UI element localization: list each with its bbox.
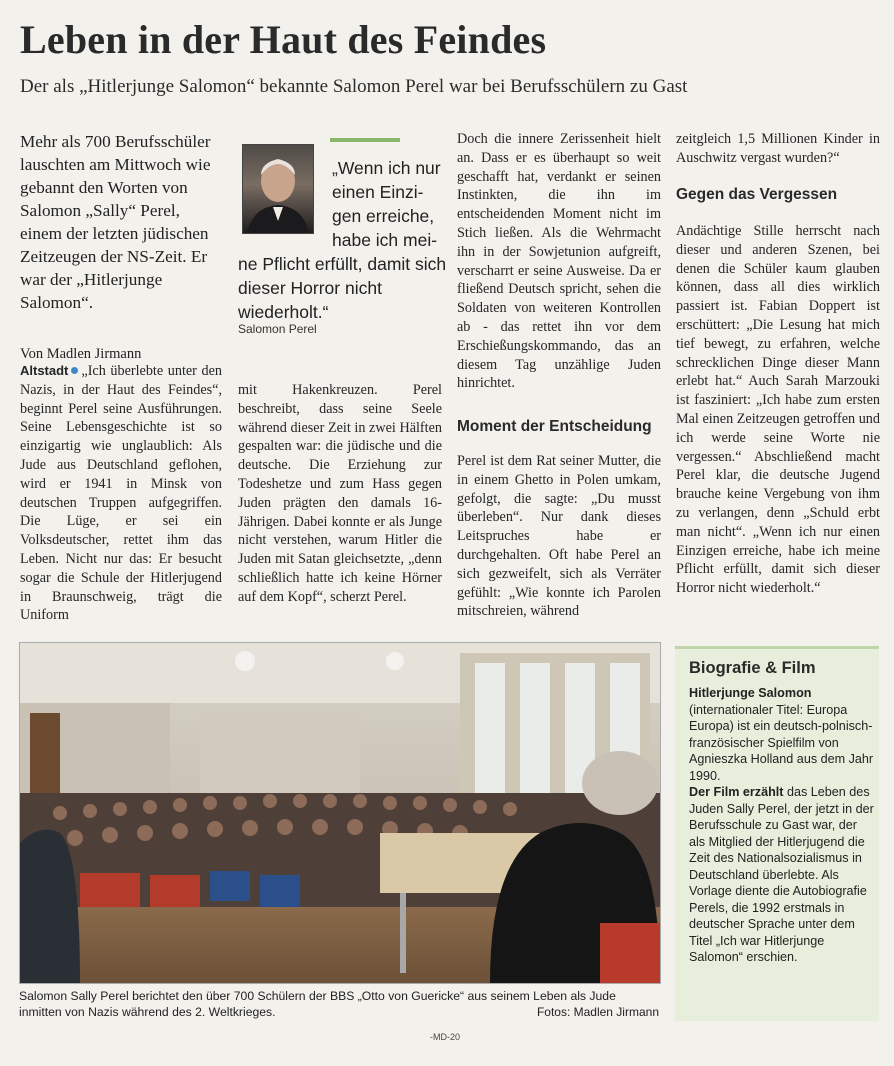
photo-caption: Salomon Sally Perel berichtet den über 700 Schülern der BBS „Otto von Guericke“ aus seinem Leben als Jude inmitten von Nazis während des 2. Weltkrieges. — [19, 989, 616, 1019]
pullquote-rest: ne Pflicht erfüllt, damit sich dieser Horror nicht wiederholt.“ — [238, 254, 447, 322]
pullquote-line-3: gen erreiche, — [332, 206, 435, 226]
column-3-subheading: Moment der Entscheidung — [457, 418, 652, 435]
portrait-photo-icon — [242, 144, 314, 234]
infobox-p2-bold: Der Film erzählt — [689, 785, 784, 799]
pullquote-top — [332, 156, 448, 252]
column-4-part-b: Andächtige Stille herrscht nach dieser und anderen Szenen, bei denen die Schüler kaum glauben können, dass all dies wirklich passiert ist. Fabian Doppert ist erschüttert: „Die Lesung hat mich tief bewegt, zu erfahren, welche schrecklichen Dinge dieser Mann erlebt hat.“ Auch Sarah Marzouki ist fasziniert: „Ich habe zum ersten Mal einen Zeitzeugen getroffen und ich werde seine Worte nie vergessen.“ Abschließend macht Perel klar, die deutsche Jugend brauche keine Vergebung von ihm zu verlangen, denn „Schuld erbt man nicht“. „Wenn ich nur einen Einzigen erreiche, habe ich meine Pflicht erfüllt, damit sich dieser Horror nicht wiederholt.“ — [676, 223, 880, 597]
infobox-p2-text: das Leben des Juden Sally Perel, der jetzt in der Berufsschule zu Gast war, der als Mitglied der Hitlerjugend die Zeit des Nationalsozialismus in Deutschland überlebte. Als Vorlage diente die Autobiografie Perels, die 1992 erstmals in deutscher Sprache unter dem Titel „Ich war Hitlerjunge Salomon“ erschien. — [689, 785, 874, 964]
infobox-p1-text: (internationaler Titel: Europa Europa) ist ein deutsch-polnisch-französischer Spielfilm von Agnieszka Holland aus dem Jahr 1990. — [689, 702, 874, 783]
location-label: Altstadt — [20, 363, 69, 378]
headline: Leben in der Haut des Feindes — [20, 17, 547, 62]
lead-paragraph: Mehr als 700 Berufsschüler lauschten am Mittwoch wie gebannt den Worten von Salomon „Sally“ Perel, einem der letzten jüdischen Zeitzeugen der NS-Zeit. Er war der „Hitlerjunge Salomon“. — [20, 132, 211, 312]
column-2: mit Hakenkreuzen. Perel beschreibt, dass seine Seele während dieser Zeit in zwei Hälften gespalten war: die jüdische und die deutsche. Die Erziehung zur Todeshetze und zum Hass gegen Juden prägten den damals 16-Jährigen. Dabei konnte er als Junge nicht verstehen, warum Hitler die Juden mit Satan gleichsetzte, „denn schließlich hatte ich keine Hörner auf dem Kopf“, scherzt Perel. — [238, 382, 442, 605]
location-dot-icon — [71, 367, 78, 374]
infobox-title: Biografie & Film — [689, 659, 816, 677]
column-3-part-a: Doch die innere Zerissenheit hielt an. Dass er es überhaupt so weit geschafft hat, verdankt er seinen Instinkten, die ihn im entscheidenden Moment nicht im Stich ließen. Als die Wehrmacht ihn in der Sowjetunion aufgreift, verscharrt er seine Ausweise. Da er fließend Deutsch spricht, sehen die Soldaten von weiteren Kontrollen ab - das rettet ihn vor dem Erschießungskommando, das an diesem Tag unzählige Juden hinrichtet. — [457, 131, 661, 392]
quote-rule — [330, 138, 400, 142]
lecture-hall-photo — [19, 642, 661, 984]
column-3-part-b: Perel ist dem Rat seiner Mutter, die in einem Ghetto in Polen umkam, gefolgt, die sagte: „Du musst überleben“. Nur dank dieses Leitspruches habe er durchgehalten. Oft habe Perel an sich gezweifelt, sich als Verräter gefühlt: „Wie konnte ich Parolen mitschreien, während — [457, 453, 661, 620]
subheadline: Der als „Hitlerjunge Salomon“ bekannte Salomon Perel war bei Berufsschülern zu Gast — [20, 76, 688, 97]
byline-author: Von Madlen Jirmann — [20, 346, 142, 362]
infobox-text — [689, 685, 875, 966]
photo-credit: Fotos: Madlen Jirmann — [536, 1005, 659, 1019]
column-1 — [20, 362, 222, 625]
pullquote-line-1: „Wenn ich nur — [332, 158, 441, 178]
column-4-subheading: Gegen das Vergessen — [676, 186, 838, 203]
infobox — [675, 646, 879, 1021]
column-1-text: „Ich überlebte unter den Nazis, in der Haut des Feindes“, beginnt Perel seine Ausführungen. Seine Lebensgeschichte ist so einzigartig wie unglaublich: Als Jude aus Deutschland geflohen, wird er 1941 in Minsk von deutschen Truppen aufgegriffen. Die Lüge, er sei ein Volksdeutscher, rettet ihm das Leben. Nicht nur das: Er besucht sogar die Schule der Hitlerjugend in Braunschweig, trägt die Uniform — [20, 363, 222, 624]
infobox-p1-bold: Hitlerjunge Salomon — [689, 686, 812, 700]
footer-code: -MD-20 — [430, 1032, 461, 1042]
column-4-part-a: zeitgleich 1,5 Millionen Kinder in Auschwitz vergast wurden?“ — [676, 131, 880, 166]
pullquote-line-4: habe ich mei- — [332, 230, 438, 250]
pullquote-line-2: einen Einzi- — [332, 182, 424, 202]
pullquote-source: Salomon Perel — [238, 322, 317, 336]
byline — [20, 346, 141, 363]
